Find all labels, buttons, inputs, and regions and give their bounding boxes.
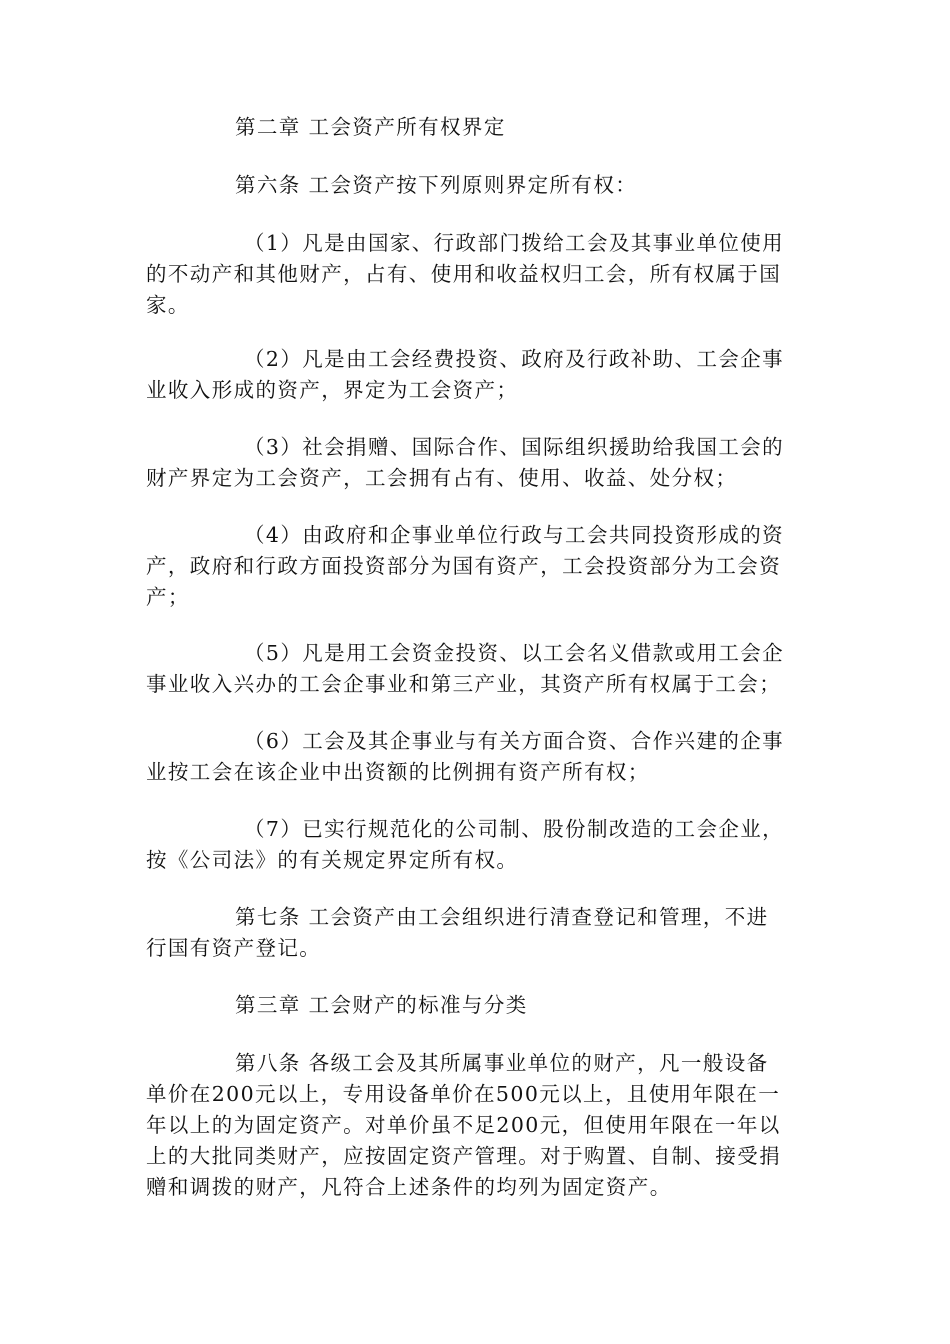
item-5-line-2: 事业收入兴办的工会企事业和第三产业，其资产所有权属于工会；	[146, 672, 782, 696]
item-1	[146, 228, 806, 321]
item-4-line-3: 产；	[146, 585, 190, 609]
item-2	[146, 344, 806, 406]
item-4	[146, 520, 806, 613]
item-6-line-1: （6）工会及其企事业与有关方面合资、合作兴建的企事	[244, 729, 785, 753]
article-8-line-2: 单价在200元以上，专用设备单价在500元以上，且使用年限在一	[146, 1082, 781, 1106]
item-6	[146, 726, 806, 788]
article-6-text: 第六条 工会资产按下列原则界定所有权：	[235, 173, 638, 197]
item-3-line-1: （3）社会捐赠、国际合作、国际组织援助给我国工会的	[244, 435, 785, 459]
article-8-line-4: 上的大批同类财产，应按固定资产管理。对于购置、自制、接受捐	[146, 1144, 782, 1168]
item-7	[146, 814, 806, 876]
item-1-line-1: （1）凡是由国家、行政部门拨给工会及其事业单位使用	[244, 231, 785, 255]
chapter-3-title: 第三章 工会财产的标准与分类	[235, 993, 528, 1017]
chapter-3-heading	[146, 990, 806, 1021]
article-8-line-1: 第八条 各级工会及其所属事业单位的财产，凡一般设备	[235, 1051, 769, 1075]
article-8-line-5: 赠和调拨的财产，凡符合上述条件的均列为固定资产。	[146, 1175, 672, 1199]
item-4-line-1: （4）由政府和企事业单位行政与工会共同投资形成的资	[244, 523, 785, 547]
item-7-line-1: （7）已实行规范化的公司制、股份制改造的工会企业，	[244, 817, 785, 841]
item-7-line-2: 按《公司法》的有关规定界定所有权。	[146, 848, 519, 872]
item-5-line-1: （5）凡是用工会资金投资、以工会名义借款或用工会企	[244, 641, 785, 665]
item-6-line-2: 业按工会在该企业中出资额的比例拥有资产所有权；	[146, 760, 650, 784]
item-4-line-2: 产，政府和行政方面投资部分为国有资产，工会投资部分为工会资	[146, 554, 782, 578]
article-8	[146, 1048, 806, 1203]
article-7	[146, 902, 806, 964]
chapter-2-heading	[146, 112, 806, 143]
article-7-line-2: 行国有资产登记。	[146, 936, 322, 960]
article-8-line-3: 年以上的为固定资产。对单价虽不足200元，但使用年限在一年以	[146, 1113, 781, 1137]
chapter-2-title: 第二章 工会资产所有权界定	[235, 115, 506, 139]
item-3	[146, 432, 806, 494]
item-3-line-2: 财产界定为工会资产，工会拥有占有、使用、收益、处分权；	[146, 466, 738, 490]
article-7-line-1: 第七条 工会资产由工会组织进行清查登记和管理，不进	[235, 905, 769, 929]
item-1-line-3: 家。	[146, 293, 190, 317]
item-2-line-2: 业收入形成的资产，界定为工会资产；	[146, 378, 519, 402]
article-6	[146, 170, 806, 201]
item-5	[146, 638, 806, 700]
item-1-line-2: 的不动产和其他财产，占有、使用和收益权归工会，所有权属于国	[146, 262, 782, 286]
item-2-line-1: （2）凡是由工会经费投资、政府及行政补助、工会企事	[244, 347, 785, 371]
